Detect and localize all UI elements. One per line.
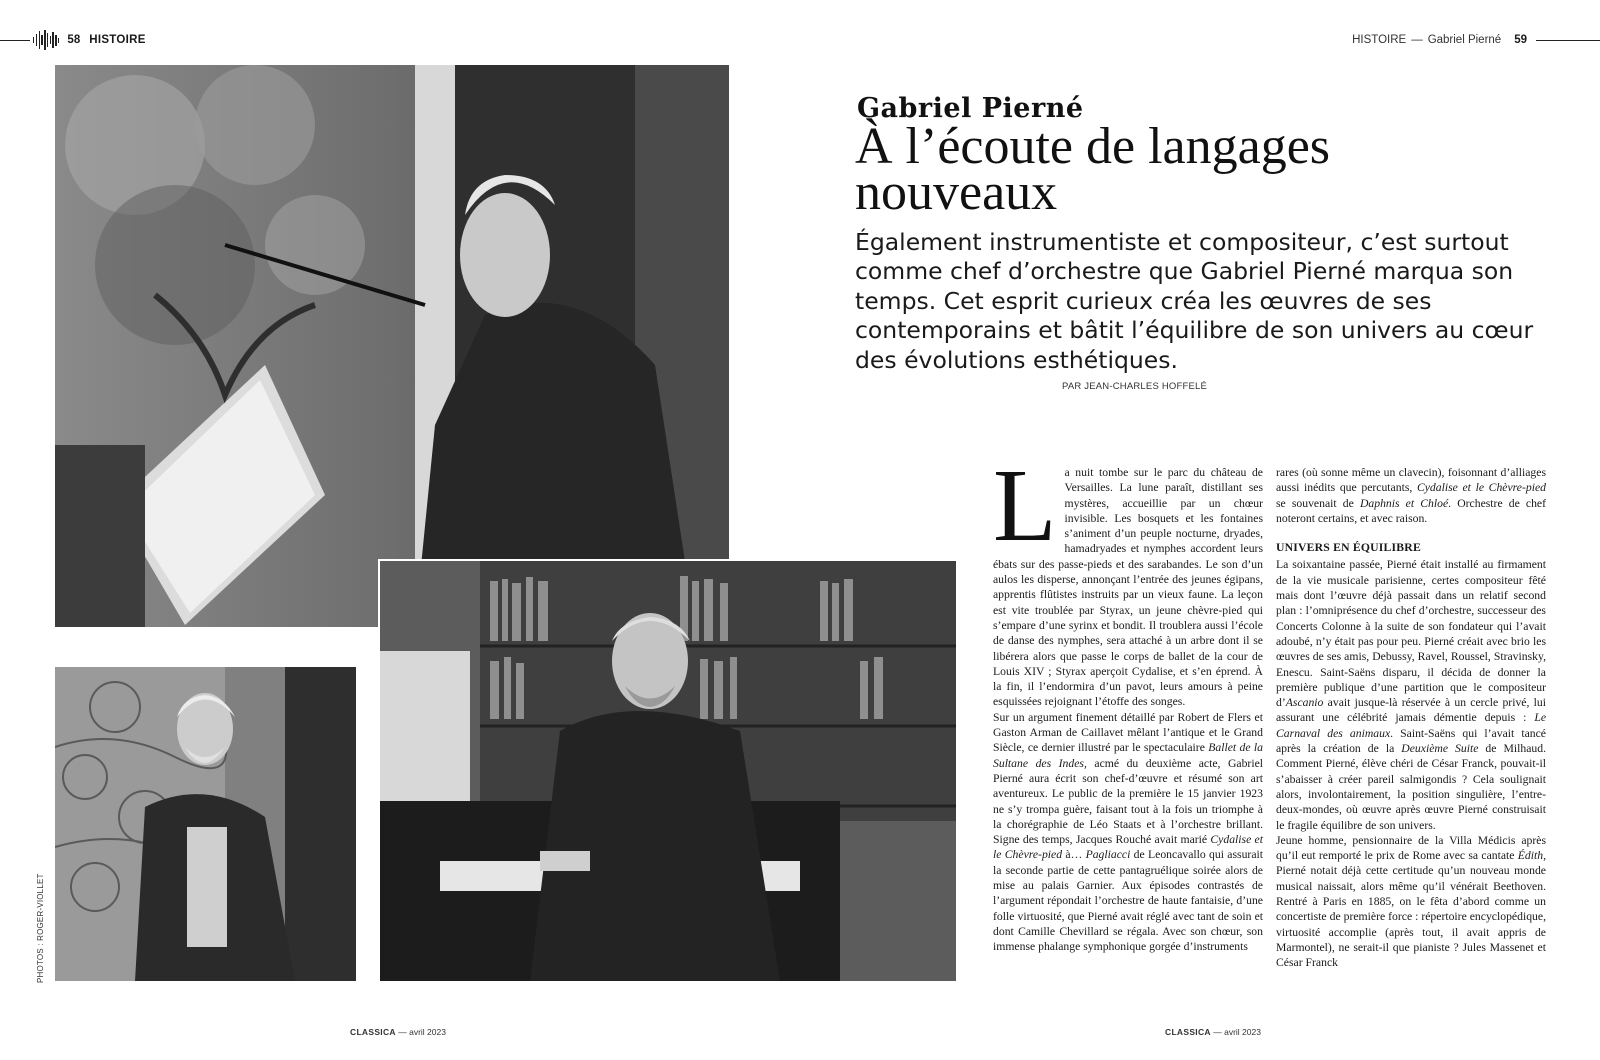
header-rule-left <box>0 40 30 41</box>
section-subhead: UNIVERS EN ÉQUILIBRE <box>1276 541 1421 555</box>
running-header-left <box>0 30 146 50</box>
page-number-left: 58 <box>67 34 81 46</box>
photo-credit: PHOTOS : ROGER-VIOLLET <box>36 873 45 983</box>
header-subject: Gabriel Pierné <box>1427 34 1502 46</box>
body-paragraph: La nuit tombe sur le parc du château de Versailles. La lune paraît, distillant ses mystères, accueillie par un chœur invisible. Les bosquets et les fontaines s’animent d’un peuple nocturne, dryades, hamadryades et nymphes accordent leurs ébats sur des passe-pieds et des sarabandes. Le son d’un aulos les disperse, annonçant l’entrée des jeunes égipans, apprentis flûtistes instruits par un vieux faune. La leçon est vite troublée par Styrax, un jeune chèvre-pied qui s’empare d’une syrinx et bondit. Il troublera aussi l’école de danse des nymphes, sera attaché à un arbre dont il se libérera alors que passe le corps de ballet de la cour de Louis XIV ; Styrax aperçoit Cydalise, et s’en éprend. À la fin, il l’endormira d’un pavot, leurs amours à peine esquissées rejoignant l’étoffe des songes. <box>993 448 1263 709</box>
header-rule-right <box>1536 40 1600 41</box>
article-standfirst: Également instrumentiste et compositeur, c’est surtout comme chef d’orchestre que Gabriel Pierné marqua son temps. Cet esprit curieux créa les œuvres de ses contemporains et bâtit l’équilibre de son univers au cœur des évolutions esthétiques. <box>855 228 1534 374</box>
body-column-1 <box>993 448 1264 955</box>
body-paragraph: La soixantaine passée, Pierné était installé au firmament de la vie musicale parisienne, certes compositeur fêté mais dont l’œuvre déjà passait dans un relatif second plan : l’omniprésence du chef d’orchestre, successeur des Concerts Colonne à la suite de son fondateur qui l’avait adoubé, n’y était pas pour peu. Pierné créait avec brio les œuvres de ses amis, Debussy, Ravel, Roussel, Stravinsky, Enescu. Saint-Saëns disparu, il décida de donner la première publique d’une partition que le compositeur d’Ascanio avait jusque-là réservée à un cercle privé, lui assurant une célébrité jamais démentie depuis : Le Carnaval des animaux. Saint-Saëns qui l’avait tancé après la création de la Deuxième Suite de Milhaud. Comment Pierné, élève chéri de César Franck, pouvait-il s’abaisser à créer pareil salmigondis ? Cela soulignait alors, involontairement, la position singulière, l’entre-deux-mondes, où œuvre après œuvre Pierné construisait le fragile équilibre de son univers. <box>1276 558 1546 832</box>
photo-man-at-piano <box>378 559 958 983</box>
section-name-right: HISTOIRE <box>1352 34 1407 46</box>
footer-magazine-name: CLASSICA <box>350 1027 396 1037</box>
body-paragraph: Sur un argument finement détaillé par Robert de Flers et Gaston Arman de Caillavet mêlant l’antique et le Grand Siècle, ce dernier illustré par le spectaculaire Ballet de la Sultane des Indes, acmé du deuxième acte, Gabriel Pierné aura écrit son chef-d’œuvre et résumé son art aventureux. Le public de la première le 15 janvier 1923 ne s’y trompa guère, faisant tout à la fois un triomphe à la chorégraphie de Léo Staats et à l’orchestre brillant. Signe des temps, Jacques Rouché avait marié Cydalise et le Chèvre-pied à… Pagliacci de Leoncavallo qui assurait la seconde partie de cette pantagruélique soirée alors de mise au palais Garnier. Aux épisodes contrastés de l’argument répondait l’orchestre de haute fantaisie, d’une folle virtuosité, que Pierné avait réglé avec tant de soin et dont Camille Chevillard se régala. Avec son chœur, son immense phalange symphonique gorgée d’instruments <box>993 710 1264 954</box>
footer-magazine-name: CLASSICA <box>1165 1027 1211 1037</box>
drop-cap: L <box>993 448 1057 563</box>
photo-conductor-at-music-stand <box>55 65 729 627</box>
article-title-line-2: nouveaux <box>855 164 1058 221</box>
soundwave-icon <box>33 30 59 50</box>
body-paragraph: Jeune homme, pensionnaire de la Villa Médicis après qu’il eut remporté le prix de Rome avec sa cantate Édith, Pierné notait déjà cette certitude qu’un nouveau monde musical naissait, alors même qu’il vénérait Beethoven. Rentré à Paris en 1885, on le fêta d’abord comme un concertiste de première force : répertoire encyclopédique, virtuosité accomplie (après tout, il avait appris de Marmontel), ne serait-il que pianiste ? Jules Massenet et César Franck <box>1276 833 1546 970</box>
running-header-right <box>1352 30 1600 50</box>
article-title <box>855 118 1555 221</box>
body-paragraph: rares (où sonne même un clavecin), foisonnant d’alliages aussi inédits que percutants, Cydalise et le Chèvre-pied se souvenait de Daphnis et Chloé. Orchestre de chef noteront certains, et avec raison. <box>1276 466 1547 525</box>
section-name-left: HISTOIRE <box>89 34 146 46</box>
article-byline: PAR JEAN-CHARLES HOFFELÉ <box>1062 381 1208 392</box>
article-title-line-1: À l’écoute de langages <box>855 118 1331 175</box>
article-kicker: Gabriel Pierné <box>857 93 1084 124</box>
body-column-2 <box>1276 465 1546 971</box>
footer-issue-date: avril 2023 <box>1224 1027 1261 1037</box>
page-number-right: 59 <box>1514 34 1527 46</box>
page-footer-right: CLASSICA — avril 2023 <box>1165 1027 1261 1037</box>
photo-man-by-stained-glass <box>55 667 356 981</box>
header-separator: — <box>1411 34 1423 46</box>
footer-issue-date: avril 2023 <box>409 1027 446 1037</box>
page-footer-left: CLASSICA — avril 2023 <box>350 1027 446 1037</box>
